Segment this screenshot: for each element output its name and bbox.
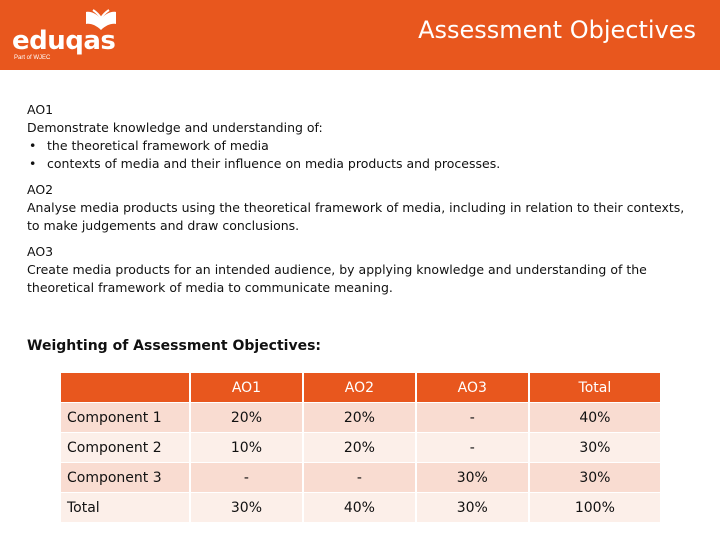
ao1-bullet-text: the theoretical framework of media — [47, 138, 269, 153]
table-cell: 20% — [304, 402, 417, 432]
row-label: Total — [61, 492, 191, 522]
table-cell: 40% — [530, 402, 660, 432]
bullet-dot-icon: • — [29, 138, 37, 153]
table-cell: - — [417, 402, 530, 432]
ao1-heading: AO1 — [27, 102, 54, 117]
row-label: Component 1 — [61, 402, 191, 432]
table-cell: 20% — [304, 432, 417, 462]
table-cell: 30% — [530, 432, 660, 462]
table-row — [61, 462, 660, 492]
ao1-bullet-item — [27, 137, 687, 155]
weighting-title: Weighting of Assessment Objectives: — [27, 338, 321, 354]
table-cell: 30% — [417, 462, 530, 492]
ao3-text: Create media products for an intended audience, by applying knowledge and understanding of the theoretical framework of media to communicate meaning. — [27, 262, 647, 295]
table-row — [61, 402, 660, 432]
table-row — [61, 492, 660, 522]
ao1-bullet-text: contexts of media and their influence on media products and processes. — [47, 156, 501, 171]
column-header: AO1 — [191, 373, 304, 402]
page-title: Assessment Objectives — [418, 16, 696, 44]
ao1-block — [27, 101, 687, 173]
table-cell: 40% — [304, 492, 417, 522]
table-cell: 20% — [191, 402, 304, 432]
ao1-bullet-item — [27, 155, 687, 173]
eduqas-logo — [12, 8, 122, 64]
table-cell: - — [191, 462, 304, 492]
logo-text: eduqas — [12, 26, 116, 56]
table-cell: 10% — [191, 432, 304, 462]
column-header: AO2 — [304, 373, 417, 402]
ao2-block — [27, 181, 687, 235]
table-cell: 100% — [530, 492, 660, 522]
row-label: Component 2 — [61, 432, 191, 462]
table-header-row — [61, 373, 660, 402]
table-cell: 30% — [191, 492, 304, 522]
logo-subtext: Part of WJEC — [14, 55, 51, 61]
table-row — [61, 432, 660, 462]
table-cell: - — [417, 432, 530, 462]
table-cell: 30% — [417, 492, 530, 522]
ao2-text: Analyse media products using the theoretical framework of media, including in relation to their contexts, to make judgements and draw conclusions. — [27, 200, 685, 233]
ao1-intro: Demonstrate knowledge and understanding of: — [27, 120, 323, 135]
ao2-heading: AO2 — [27, 182, 54, 197]
ao3-heading: AO3 — [27, 244, 54, 259]
table-cell: - — [304, 462, 417, 492]
row-label: Component 3 — [61, 462, 191, 492]
column-header: AO3 — [417, 373, 530, 402]
table-cell: 30% — [530, 462, 660, 492]
column-header — [61, 373, 191, 402]
weighting-table — [61, 373, 660, 522]
slide-header — [0, 0, 720, 70]
objectives-section — [27, 101, 687, 305]
ao3-block — [27, 243, 687, 297]
bullet-dot-icon: • — [29, 156, 37, 171]
column-header: Total — [530, 373, 660, 402]
